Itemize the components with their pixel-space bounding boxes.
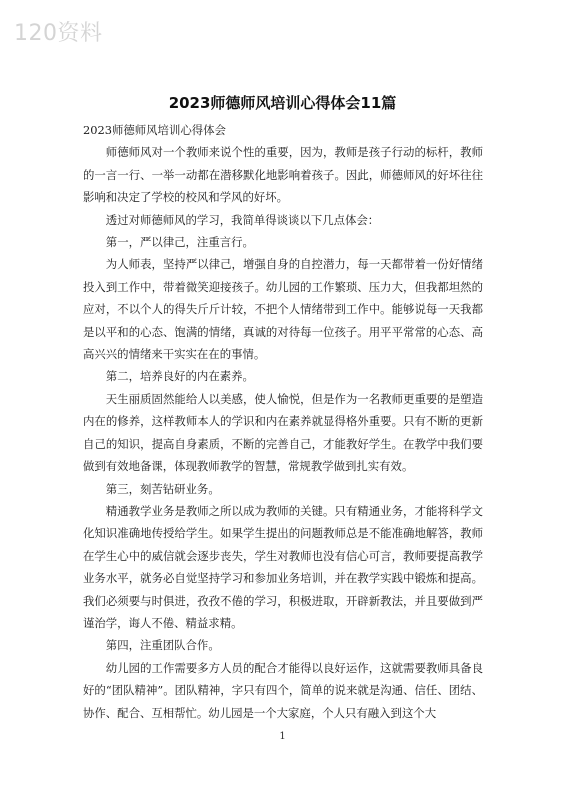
paragraph: 天生丽质固然能给人以美感，使人愉悦，但是作为一名教师更重要的是塑造内在的修养，这样教师本人的学识和内在素养就显得格外重要。只有不断的更新自己的知识，提高自身素质，不断的完善自己，才能教好学生。在教学中我们要做到有效地备课，体现教师教学的智慧，常规教学做到扎实有效。: [83, 391, 483, 474]
paragraph: 幼儿园的工作需要多方人员的配合才能得以良好运作，这就需要教师具备良好的“团队精神”。团队精神，字只有四个，简单的说来就是沟通、信任、团结、协作、配合、互相帮忙。幼儿园是一个大家庭，个人只有融入到这个大: [83, 660, 483, 720]
document-subtitle: 2023师德师风培训心得体会: [83, 123, 226, 137]
section-heading: 第一，严以律己，注重言行。: [105, 235, 254, 250]
section-heading: 第四，注重团队合作。: [105, 638, 220, 653]
paragraph: 师德师风对一个教师来说个性的重要，因为，教师是孩子行动的标杆，教师的一言一行、一举一动都在潜移默化地影响着孩子。因此，师德师风的好坏往往影响和决定了学校的校风和学风的好坏。: [83, 145, 483, 205]
paragraph: 透过对师德师风的学习，我简单得谈谈以下几点体会：: [105, 212, 380, 227]
page-number: 1: [279, 731, 286, 742]
document-body: [83, 119, 483, 724]
paragraph: 为人师表，坚持严以律己，增强自身的自控潜力，每一天都带着一份好情绪投入到工作中，带着微笑迎接孩子。幼儿园的工作繁琐、压力大，但我都坦然的应对，不以个人的得失斤斤计较，不把个人情绪带到工作中。能够说每一天我都是以平和的心态、饱满的情绪，真诚的对待每一位孩子。用平平常常的心态、高高兴兴的情绪来干实实在在的事情。: [83, 257, 483, 362]
watermark-logo: 120资料: [14, 21, 103, 46]
section-heading: 第二，培养良好的内在素养。: [105, 369, 254, 384]
page-title: 2023师德师风培训心得体会11篇: [168, 94, 397, 112]
section-heading: 第三，刻苦钻研业务。: [105, 481, 220, 496]
paragraph: 精通教学业务是教师之所以成为教师的关键。只有精通业务，才能将科学文化知识准确地传授给学生。如果学生提出的问题教师总是不能准确地解答，教师在学生心中的威信就会逐步丧失，学生对教师也没有信心可言，教师要提高教学业务水平，就务必自觉坚持学习和参加业务培训，并在教学实践中锻炼和提高。我们必须要与时俱进，孜孜不倦的学习，积极进取，开辟新教法，并且要做到严谨治学，诲人不倦、精益求精。: [83, 503, 483, 630]
